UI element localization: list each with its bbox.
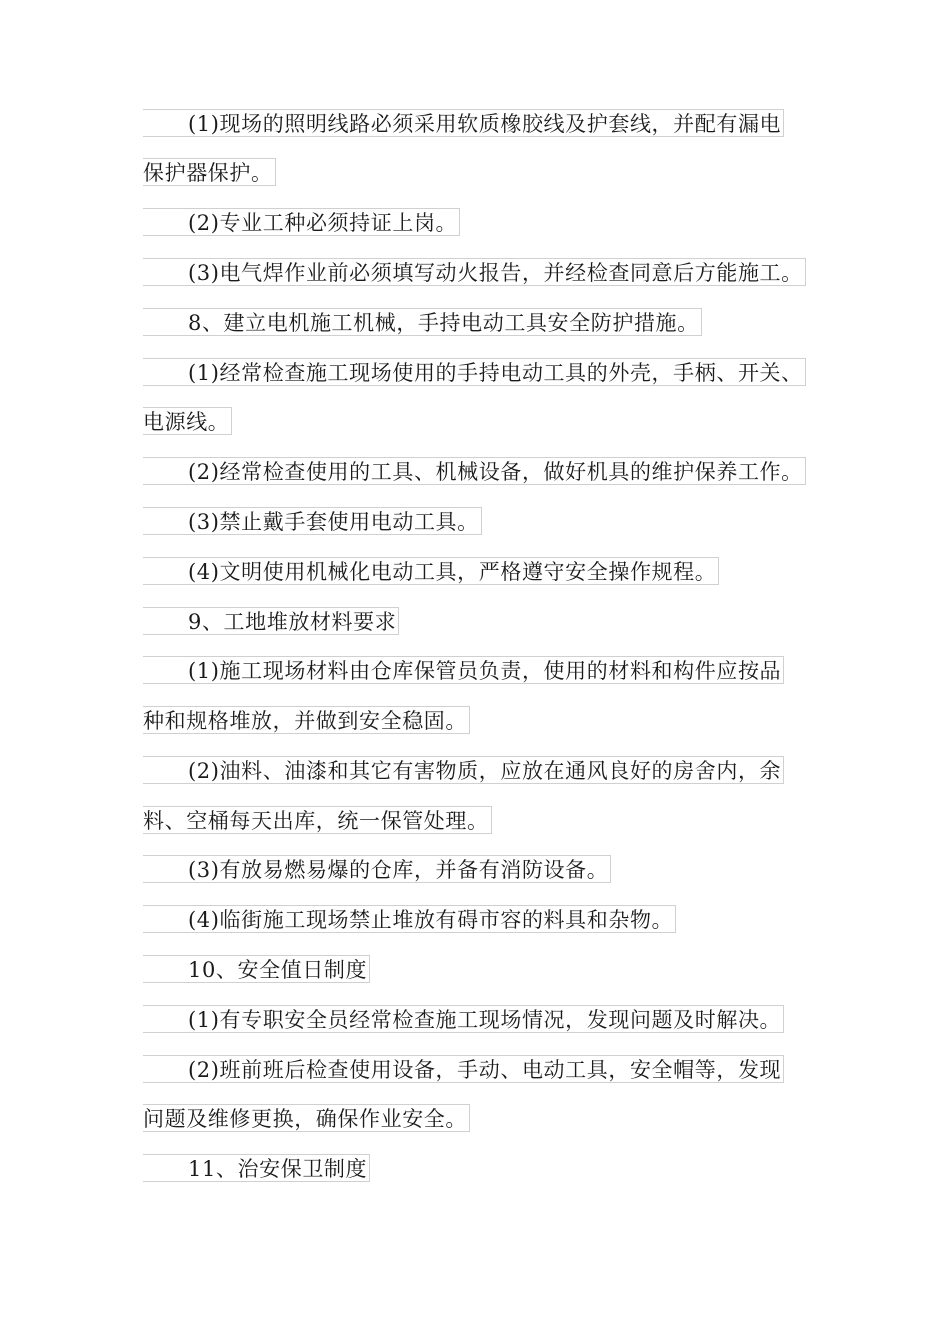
- text-line: (3)禁止戴手套使用电动工具。: [143, 507, 482, 535]
- text-line: (2)班前班后检查使用设备，手动、电动工具，安全帽等，发现: [143, 1055, 784, 1083]
- text-line: (2)油料、油漆和其它有害物质，应放在通风良好的房舍内，余: [143, 756, 784, 784]
- text-line: (1)施工现场材料由仓库保管员负责，使用的材料和构件应按品: [143, 656, 784, 684]
- text-line: (1)现场的照明线路必须采用软质橡胶线及护套线，并配有漏电: [143, 109, 784, 137]
- text-line: (2)专业工种必须持证上岗。: [143, 208, 460, 236]
- section-heading: 8、建立电机施工机械，手持电动工具安全防护措施。: [143, 308, 702, 336]
- text-line: (1)有专职安全员经常检查施工现场情况，发现问题及时解决。: [143, 1005, 784, 1033]
- text-line: 问题及维修更换，确保作业安全。: [143, 1104, 470, 1132]
- text-line: 种和规格堆放，并做到安全稳固。: [143, 706, 470, 734]
- text-line: (4)文明使用机械化电动工具，严格遵守安全操作规程。: [143, 557, 719, 585]
- text-line: (3)电气焊作业前必须填写动火报告，并经检查同意后方能施工。: [143, 258, 806, 286]
- text-line: (4)临街施工现场禁止堆放有碍市容的料具和杂物。: [143, 905, 676, 933]
- section-heading: 9、工地堆放材料要求: [143, 607, 399, 635]
- text-line: 电源线。: [143, 407, 232, 435]
- section-heading: 11、治安保卫制度: [143, 1154, 370, 1182]
- text-line: 料、空桶每天出库，统一保管处理。: [143, 806, 492, 834]
- text-line: (3)有放易燃易爆的仓库，并备有消防设备。: [143, 855, 611, 883]
- section-heading: 10、安全值日制度: [143, 955, 370, 983]
- text-line: (2)经常检查使用的工具、机械设备，做好机具的维护保养工作。: [143, 457, 806, 485]
- text-line: (1)经常检查施工现场使用的手持电动工具的外壳，手柄、开关、: [143, 358, 806, 386]
- text-line: 保护器保护。: [143, 158, 276, 186]
